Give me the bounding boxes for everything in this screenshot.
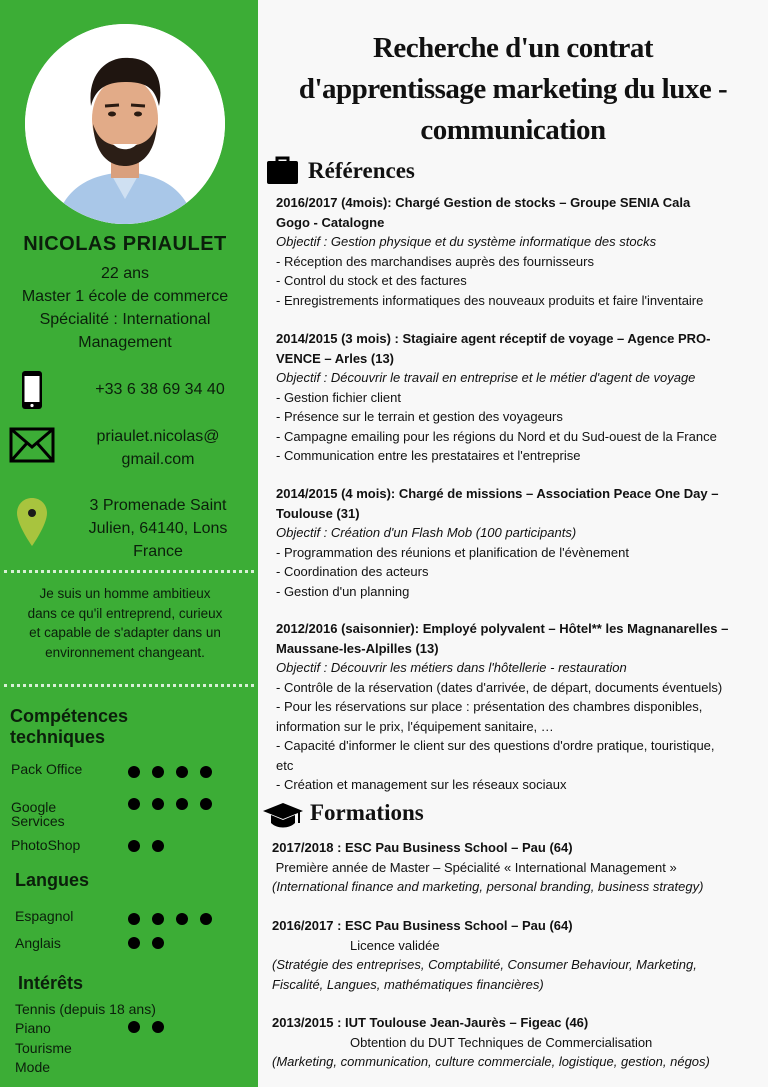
interest-item: Piano [15, 1020, 51, 1036]
entry-title: Toulouse (31) [276, 505, 360, 521]
level-dot [152, 913, 164, 925]
divider [4, 570, 254, 573]
entry-title: 2016/2017 (4mois): Chargé Gestion de stocks – Groupe SENIA Cala [276, 195, 691, 210]
language-level [128, 913, 212, 925]
title-line2: d'apprentissage marketing du luxe - [298, 73, 728, 105]
email-line2[interactable]: gmail.com [121, 451, 195, 468]
reference-entry [276, 193, 766, 310]
entry-objective: Objectif : Création d'un Flash Mob (100 participants) [276, 525, 577, 540]
language-label: Anglais [15, 935, 61, 951]
formation-line: (Marketing, communication, culture commerciale, logistique, gestion, négos) [272, 1054, 710, 1069]
entry-title: Gogo - Catalogne [276, 214, 385, 230]
candidate-name: NICOLAS PRIAULET [23, 233, 227, 255]
interest-item: Mode [15, 1059, 51, 1075]
skill-label: Services [11, 813, 65, 829]
main-content [258, 0, 768, 1087]
level-dot [128, 766, 140, 778]
entry-task: - Enregistrements informatiques des nouveaux produits et faire l'inventaire [276, 292, 704, 308]
entry-task: - Contrôle de la réservation (dates d'arrivée, de départ, documents éventuels) [276, 679, 723, 695]
skills-heading-line2: techniques [10, 727, 106, 747]
specialty-line2: Management [78, 334, 172, 351]
entry-task: - Coordination des acteurs [276, 564, 429, 579]
reference-entry [276, 619, 766, 795]
language-label: Espagnol [15, 908, 74, 924]
formation-title: 2016/2017 : ESC Pau Business School – Pau (64) [272, 918, 573, 933]
level-dot [128, 913, 140, 925]
interest-item: Tennis (depuis 18 ans) [15, 1001, 156, 1017]
entry-task: information sur le prix, l'équipement sanitaire, … [276, 718, 554, 734]
briefcase-icon [267, 156, 298, 189]
entry-objective: Objectif : Gestion physique et du système informatique des stocks [276, 234, 657, 249]
level-dot [128, 1021, 140, 1033]
formation-line: (International finance and marketing, personal branding, business strategy) [272, 879, 704, 894]
entry-title: 2014/2015 (4 mois): Chargé de missions – Association Peace One Day – [276, 486, 719, 501]
formation-line: Licence validée [350, 937, 440, 953]
address-line2: Julien, 64140, Lons [88, 520, 228, 537]
skill-label: Google [11, 799, 57, 815]
entry-task: - Pour les réservations sur place : présentation des chambres disponibles, [276, 699, 703, 714]
entry-task: - Création et management sur les réseaux sociaux [276, 777, 567, 792]
divider [4, 684, 254, 687]
skill-label: PhotoShop [11, 837, 81, 853]
entry-task: - Présence sur le terrain et gestion des voyageurs [276, 409, 563, 424]
entry-task: - Control du stock et des factures [276, 273, 467, 288]
level-dot [200, 913, 212, 925]
references-heading: Références [308, 158, 415, 183]
level-dot [152, 798, 164, 810]
about-line1: Je suis un homme ambitieux [39, 586, 211, 601]
about-line2: dans ce qu'il entreprend, curieux [27, 605, 223, 621]
formation-entry [272, 916, 766, 994]
formation-line: Fiscalité, Langues, mathématiques financières) [272, 976, 544, 992]
formation-line: Obtention du DUT Techniques de Commercialisation [350, 1034, 653, 1050]
level-dot [176, 766, 188, 778]
location-pin-icon [16, 497, 48, 552]
level-dot [200, 766, 212, 778]
skill-level [128, 840, 164, 852]
reference-entry [276, 329, 766, 466]
address-line3: France [133, 543, 183, 560]
page-title [258, 28, 768, 151]
level-dot [176, 798, 188, 810]
level-dot [152, 937, 164, 949]
specialty-line1: Spécialité : International [39, 311, 211, 328]
interests-heading: Intérêts [18, 973, 84, 993]
skills-heading [10, 706, 128, 748]
formation-line: (Stratégie des entreprises, Comptabilité, Consumer Behaviour, Marketing, [272, 957, 697, 972]
degree: Master 1 école de commerce [21, 288, 229, 305]
level-dot [152, 1021, 164, 1033]
interest-level [128, 1021, 164, 1033]
reference-entry [276, 484, 766, 601]
title-line3: communication [420, 114, 606, 146]
entry-title: Maussane-les-Alpilles (13) [276, 640, 439, 656]
level-dot [152, 840, 164, 852]
about-text [0, 584, 250, 662]
entry-task: - Campagne emailing pour les régions du Nord et du Sud-ouest de la France [276, 428, 717, 444]
phone-number[interactable]: +33 6 38 69 34 40 [95, 381, 225, 398]
entry-task: - Gestion fichier client [276, 389, 401, 405]
entry-task: - Communication entre les prestataires et l'entreprise [276, 448, 581, 463]
phone-icon [21, 370, 43, 415]
skill-level [128, 798, 212, 810]
sidebar [0, 0, 258, 1087]
formation-entry [272, 838, 766, 897]
skill-label: Pack Office [11, 761, 83, 777]
entry-title: 2014/2015 (3 mois) : Stagiaire agent réceptif de voyage – Agence PRO- [276, 331, 711, 346]
age: 22 ans [100, 265, 150, 282]
entry-objective: Objectif : Découvrir le travail en entreprise et le métier d'agent de voyage [276, 370, 696, 385]
skills-heading-line1: Compétences [10, 706, 129, 726]
level-dot [176, 913, 188, 925]
entry-task: etc [276, 757, 294, 773]
languages-heading: Langues [15, 870, 90, 890]
formation-line: Première année de Master – Spécialité « International Management » [272, 859, 677, 875]
language-level [128, 937, 164, 949]
profile-photo [25, 24, 225, 224]
title-line1: Recherche d'un contrat [372, 32, 654, 64]
entry-task: - Réception des marchandises auprès des fournisseurs [276, 253, 594, 269]
skill-level [128, 766, 212, 778]
entry-task: - Programmation des réunions et planification de l'évènement [276, 544, 629, 560]
formation-title: 2013/2015 : IUT Toulouse Jean-Jaurès – Figeac (46) [272, 1015, 589, 1030]
graduation-cap-icon [263, 803, 303, 834]
mail-icon [9, 427, 55, 468]
formations-heading: Formations [310, 800, 424, 825]
email-line1[interactable]: priaulet.nicolas@ [96, 428, 220, 445]
level-dot [128, 840, 140, 852]
formation-entry [272, 1013, 766, 1072]
about-line4: environnement changeant. [45, 644, 205, 660]
level-dot [128, 798, 140, 810]
entry-objective: Objectif : Découvrir les métiers dans l'hôtellerie - restauration [276, 660, 627, 675]
entry-task: - Gestion d'un planning [276, 583, 410, 599]
address-line1: 3 Promenade Saint [89, 497, 227, 514]
level-dot [200, 798, 212, 810]
formation-title: 2017/2018 : ESC Pau Business School – Pau (64) [272, 840, 573, 855]
entry-title: 2012/2016 (saisonnier): Employé polyvalent – Hôtel** les Magnanarelles – [276, 621, 729, 636]
entry-title: VENCE – Arles (13) [276, 350, 395, 366]
level-dot [128, 937, 140, 949]
level-dot [152, 766, 164, 778]
entry-task: - Capacité d'informer le client sur des questions d'ordre pratique, touristique, [276, 738, 715, 753]
about-line3: et capable de s'adapter dans un [29, 625, 221, 640]
interest-item: Tourisme [15, 1040, 72, 1056]
